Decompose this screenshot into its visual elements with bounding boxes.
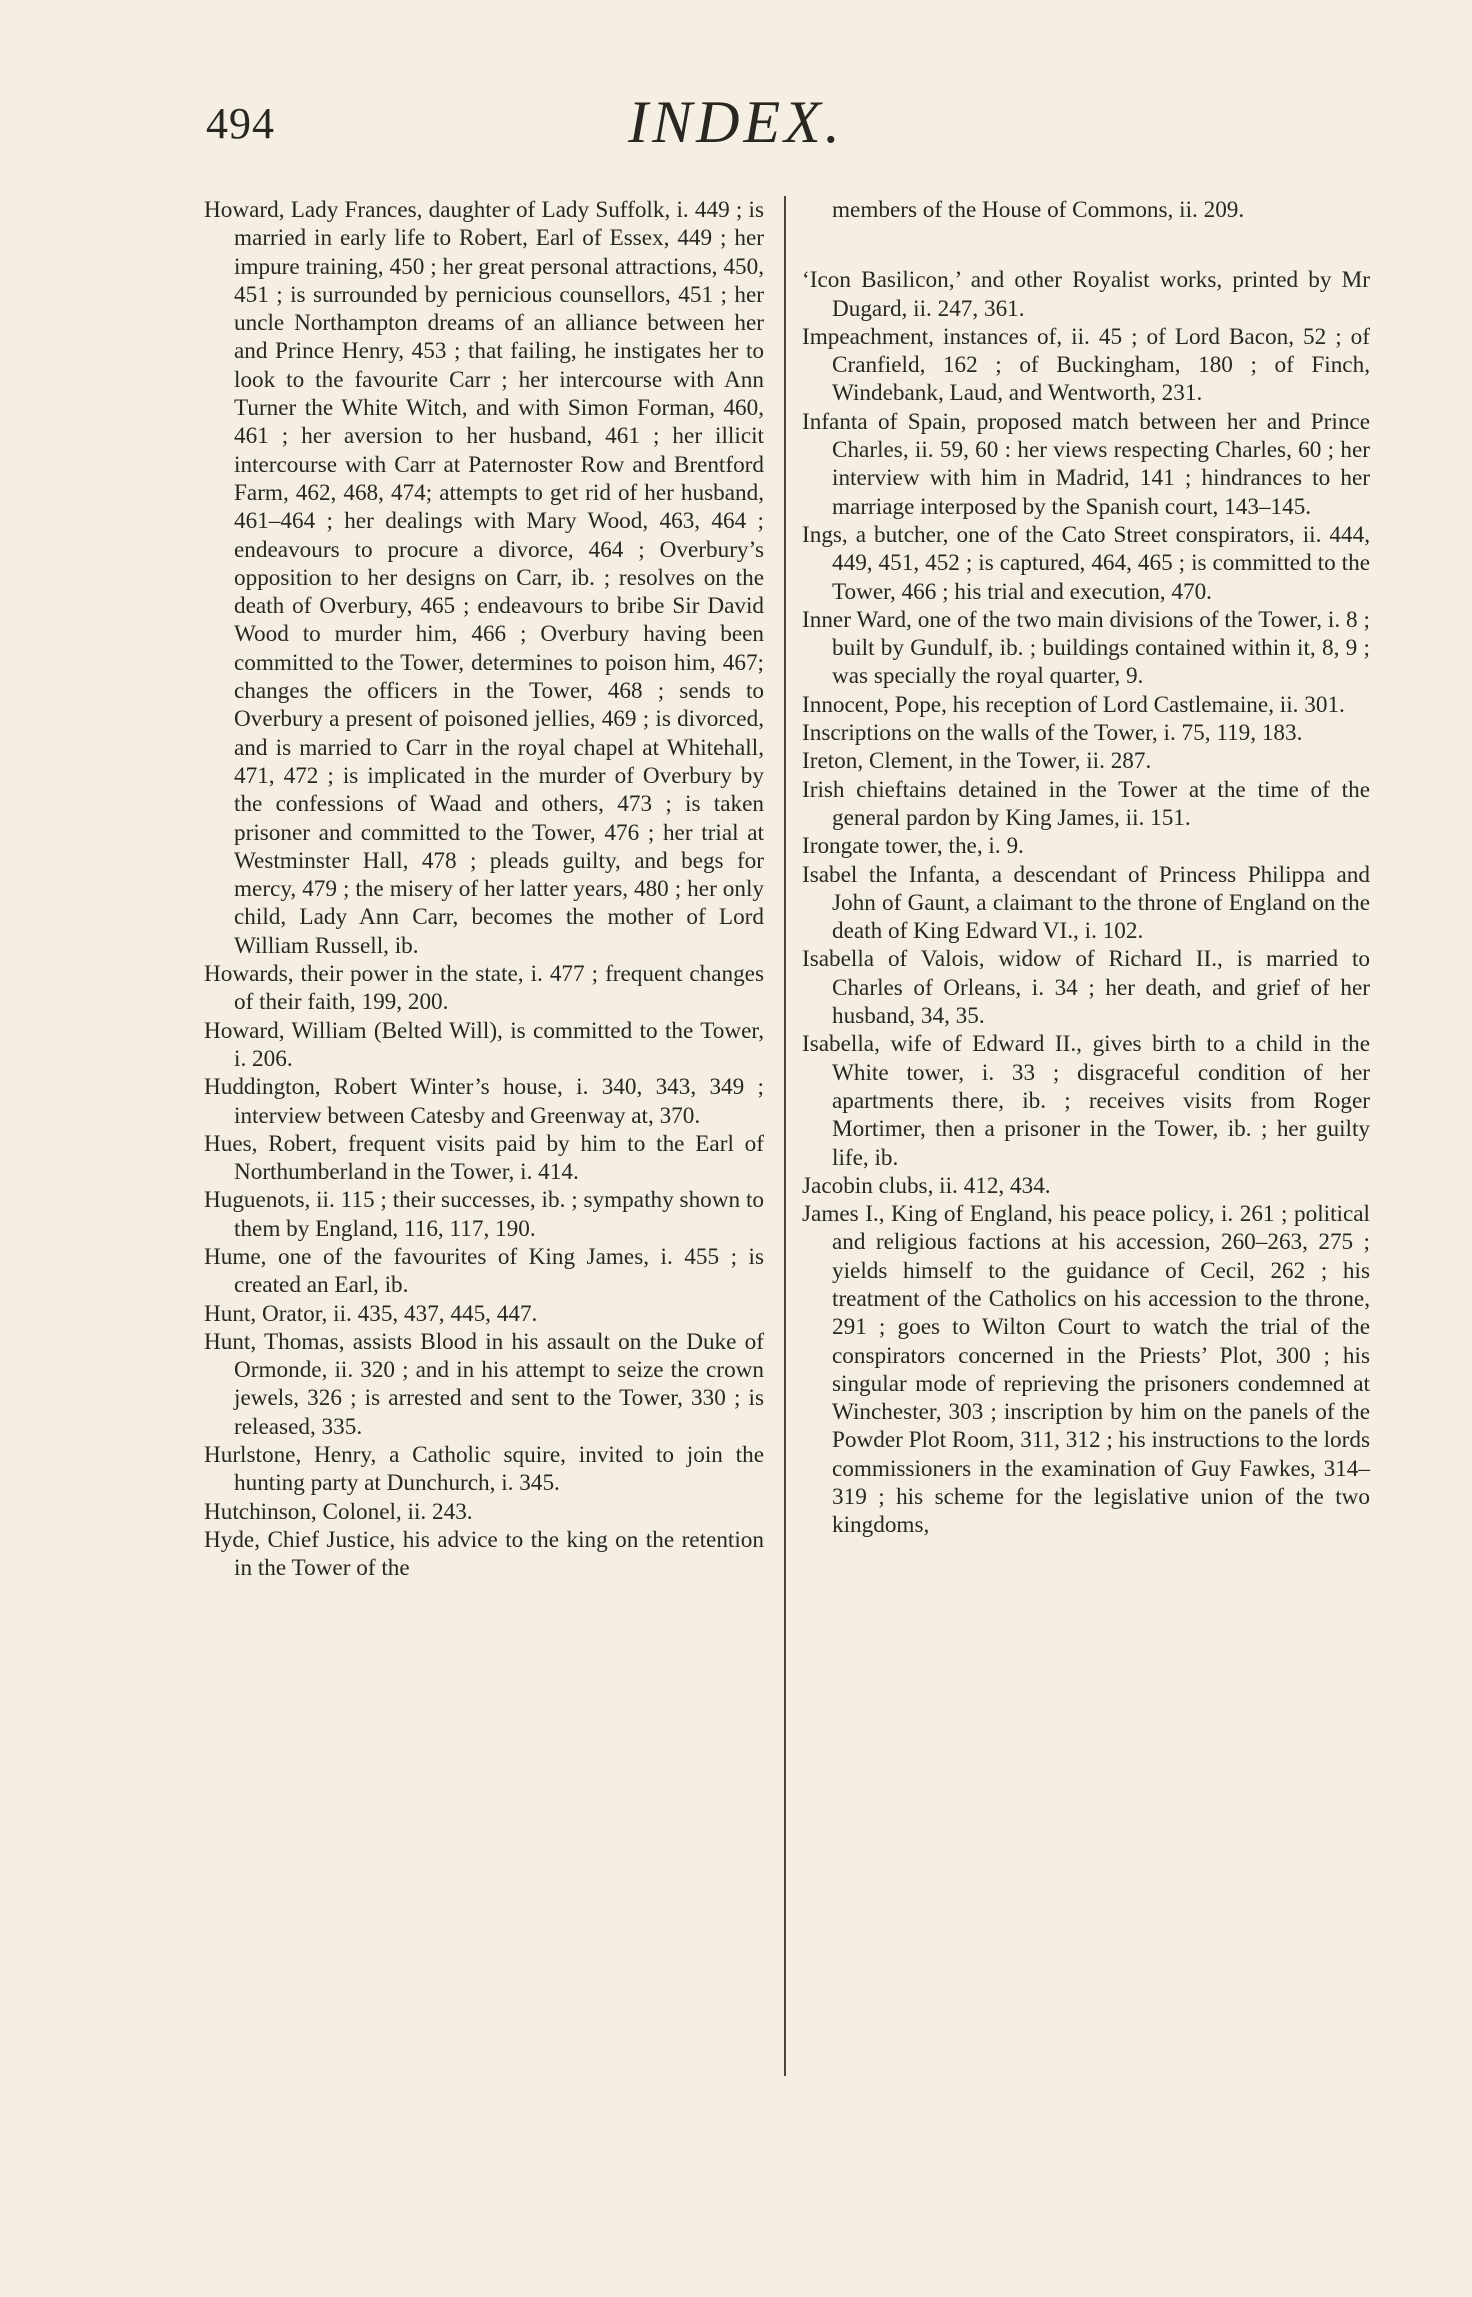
index-entry: Howard, William (Belted Will), is committed to the Tower, i. 206. (204, 1017, 764, 1072)
index-entry: Irish chieftains detained in the Tower at the time of the general pardon by King James, ii. 151. (802, 776, 1370, 831)
letter-gap (802, 224, 1370, 266)
index-entry-continuation: members of the House of Commons, ii. 209. (832, 197, 1245, 223)
index-entry: ‘Icon Basilicon,’ and other Royalist works, printed by Mr Dugard, ii. 247, 361. (802, 267, 1370, 322)
index-entry: Impeachment, instances of, ii. 45 ; of Lord Bacon, 52 ; of Cranfield, 162 ; of Buckingham, 180 ; of Finch, Windebank, Laud, and Wentworth, 231. (802, 323, 1370, 407)
index-entry: Isabel the Infanta, a descendant of Princess Philippa and John of Gaunt, a claimant to the throne of England on the death of King Edward VI., i. 102. (802, 861, 1370, 945)
index-entry: Innocent, Pope, his reception of Lord Castlemaine, ii. 301. (802, 691, 1345, 718)
index-entry: Huguenots, ii. 115 ; their successes, ib. ; sympathy shown to them by England, 116, 117, 190. (204, 1187, 764, 1242)
page-number: 494 (206, 99, 275, 148)
index-entry: Jacobin clubs, ii. 412, 434. (802, 1172, 1051, 1199)
index-entry: Inscriptions on the walls of the Tower, i. 75, 119, 183. (802, 720, 1303, 747)
index-entry: Hutchinson, Colonel, ii. 243. (204, 1498, 473, 1525)
index-column-left (204, 196, 764, 1583)
index-entry: Hyde, Chief Justice, his advice to the king on the retention in the Tower of the (204, 1526, 764, 1582)
index-entry: Howards, their power in the state, i. 477 ; frequent changes of their faith, 199, 200. (204, 961, 764, 1016)
index-entry: Howard, Lady Frances, daughter of Lady Suffolk, i. 449 ; is married in early life to Robert, Earl of Essex, 449 ; her impure training, 450 ; her great personal attractions, 450, 451 ; is surrounded by pernicious counsellors, 451 ; her uncle Northampton dreams of an alliance between her and Prince Henry, 453 ; that failing, he instigates her to look to the favourite Carr ; her intercourse with Ann Turner the White Witch, and with Simon Forman, 460, 461 ; her aversion to her husband, 461 ; her illicit intercourse with Carr at Paternoster Row and Brentford Farm, 462, 468, 474; attempts to get rid of her husband, 461–464 ; her dealings with Mary Wood, 463, 464 ; endeavours to procure a divorce, 464 ; Overbury’s opposition to her designs on Carr, ib. ; resolves on the death of Overbury, 465 ; endeavours to bribe Sir David Wood to murder him, 466 ; Overbury having been committed to the Tower, determines to poison him, 467; changes the officers in the Tower, 468 ; sends to Overbury a present of poisoned jellies, 469 ; is divorced, and is married to Carr in the royal chapel at Whitehall, 471, 472 ; is implicated in the murder of Overbury by the confessions of Waad and others, 473 ; is taken prisoner and committed to the Tower, 476 ; her trial at Westminster Hall, 478 ; pleads guilty, and begs for mercy, 479 ; the misery of her latter years, 480 ; her only child, Lady Ann Carr, becomes the mother of Lord William Russell, ib. (204, 197, 764, 959)
index-entry: Irongate tower, the, i. 9. (802, 833, 1024, 860)
index-entry: Infanta of Spain, proposed match between her and Prince Charles, ii. 59, 60 : her views respecting Charles, 60 ; her interview with him in Madrid, 141 ; hindrances to her marriage interposed by the Spanish court, 143–145. (802, 408, 1370, 520)
column-divider (784, 196, 786, 2076)
index-entry: Hunt, Orator, ii. 435, 437, 445, 447. (204, 1300, 538, 1327)
index-entry: Ings, a butcher, one of the Cato Street conspirators, ii. 444, 449, 451, 452 ; is captured, 464, 465 ; is committed to the Tower, 466 ; his trial and execution, 470. (802, 521, 1370, 605)
index-entry: Hurlstone, Henry, a Catholic squire, invited to join the hunting party at Dunchurch, i. 345. (204, 1442, 764, 1497)
index-entry: Hunt, Thomas, assists Blood in his assault on the Duke of Ormonde, ii. 320 ; and in his attempt to seize the crown jewels, 326 ; is arrested and sent to the Tower, 330 ; is released, 335. (204, 1328, 764, 1440)
index-entry: Hume, one of the favourites of King James, i. 455 ; is created an Earl, ib. (204, 1243, 764, 1299)
index-entry: Hues, Robert, frequent visits paid by him to the Earl of Northumberland in the Tower, i. 414. (204, 1130, 764, 1186)
index-entry: Inner Ward, one of the two main divisions of the Tower, i. 8 ; built by Gundulf, ib. ; buildings contained within it, 8, 9 ; was specially the royal quarter, 9. (802, 606, 1370, 690)
index-entry: Isabella, wife of Edward II., gives birth to a child in the White tower, i. 33 ; disgraceful condition of her apartments there, ib. ; receives visits from Roger Mortimer, then a prisoner in the Tower, ib. ; her guilty life, ib. (802, 1031, 1370, 1171)
index-entry: James I., King of England, his peace policy, i. 261 ; political and religious factions at his accession, 260–263, 275 ; yields himself to the guidance of Cecil, 262 ; his treatment of the Catholics on his accession to the throne, 291 ; goes to Wilton Court to watch the trial of the conspirators concerned in the Priests’ Plot, 300 ; his singular mode of reprieving the prisoners condemned at Winchester, 303 ; inscription by him on the panels of the Powder Plot Room, 311, 312 ; his instructions to the lords commissioners in the examination of Guy Fawkes, 314–319 ; his scheme for the legislative union of the two kingdoms, (802, 1201, 1370, 1539)
running-head-title: INDEX. (628, 89, 844, 155)
index-column-right (802, 196, 1370, 1540)
index-entry: Ireton, Clement, in the Tower, ii. 287. (802, 748, 1152, 775)
index-entry: Isabella of Valois, widow of Richard II., is married to Charles of Orleans, i. 34 ; her death, and grief of her husband, 34, 35. (802, 946, 1370, 1030)
index-entry: Huddington, Robert Winter’s house, i. 340, 343, 349 ; interview between Catesby and Greenway at, 370. (204, 1074, 764, 1129)
